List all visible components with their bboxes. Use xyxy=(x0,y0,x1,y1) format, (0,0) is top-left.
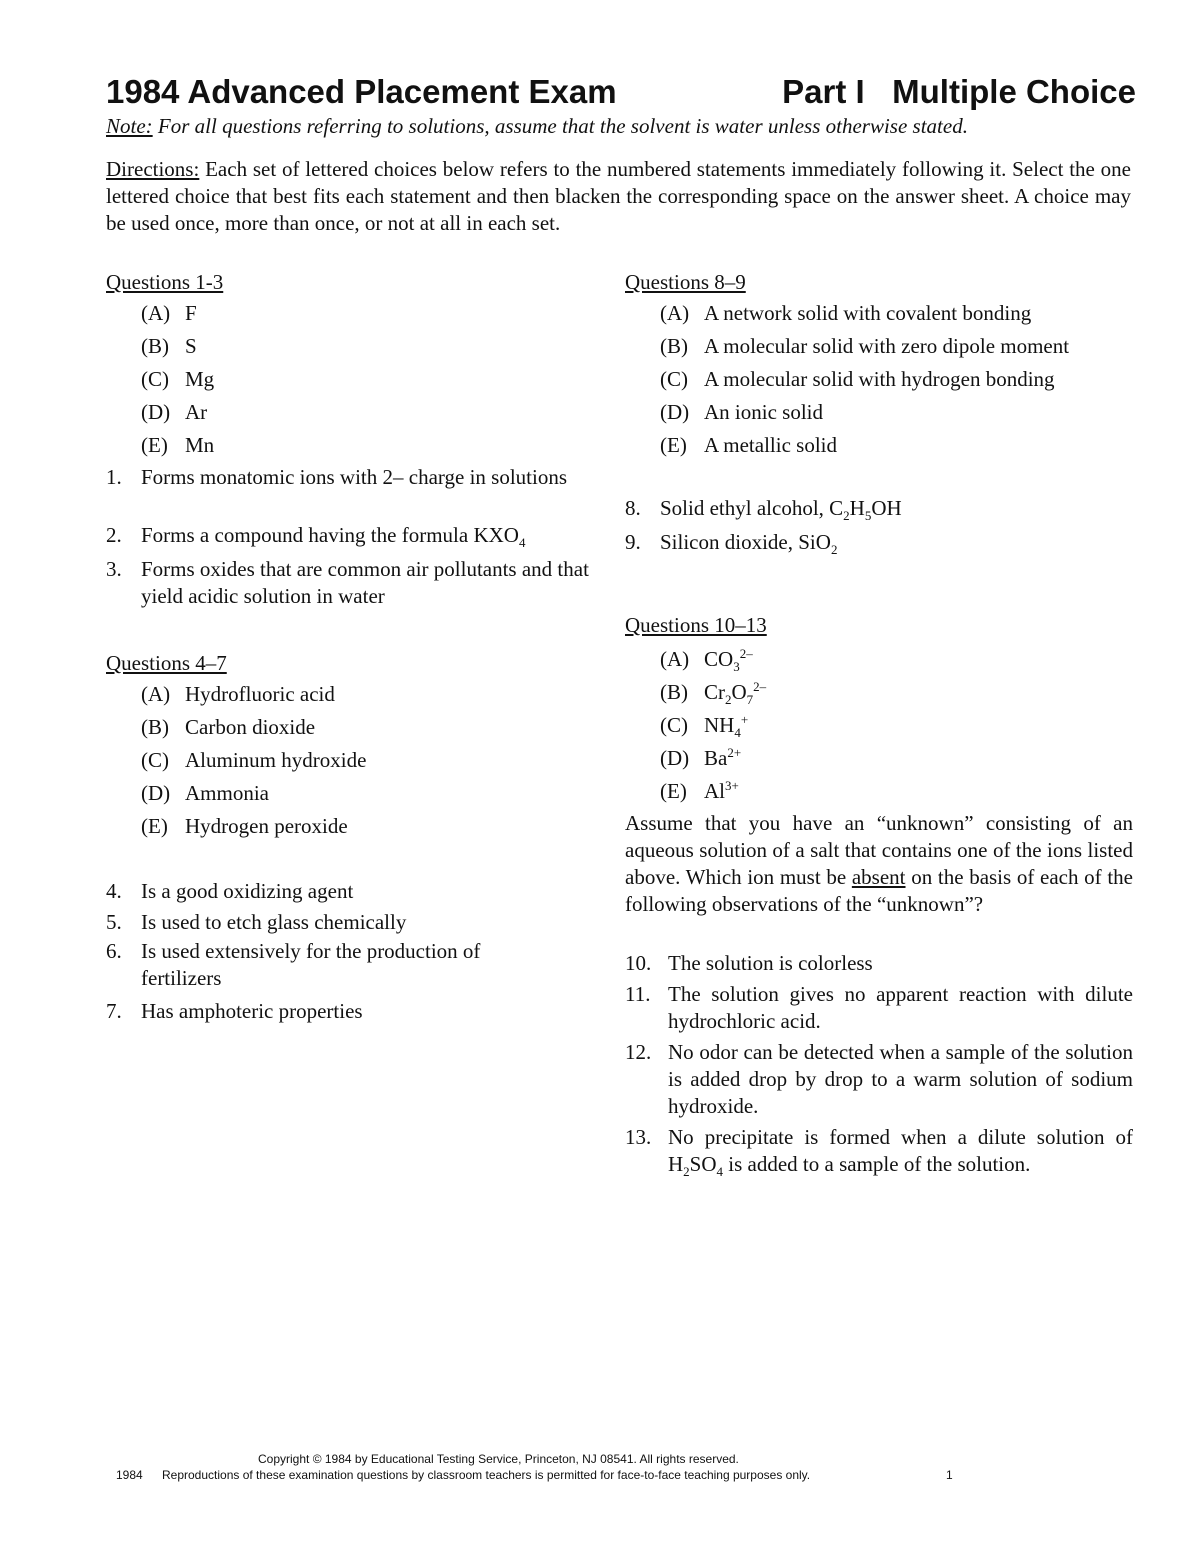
question-number: 2. xyxy=(106,523,122,547)
directions-text: Each set of lettered choices below refers to the numbered statements immediately following it. Select the one lettered choice that best fits each statement and then blacken the corresponding space on the answer sheet. A choice may be used once, more than once, or not at all in each set. xyxy=(106,157,1131,235)
question-text xyxy=(660,495,1133,522)
question-text: Is used to etch glass chemically xyxy=(141,910,407,934)
choice-letter: (B) xyxy=(141,334,169,358)
formula-part: H xyxy=(849,496,865,520)
choice-letter: (A) xyxy=(660,647,690,671)
ion-formula: O xyxy=(731,680,747,704)
question-text: Is a good oxidizing agent xyxy=(141,879,354,903)
question-text: Has amphoteric properties xyxy=(141,999,363,1023)
choice-letter: (B) xyxy=(141,715,169,739)
ion-formula: Ba xyxy=(704,746,728,770)
choice xyxy=(141,399,207,425)
choice-text: S xyxy=(185,334,197,358)
choice-letter: (C) xyxy=(141,748,169,772)
choice xyxy=(141,366,214,392)
question-text: Forms oxides that are common air pollutants and that yield acidic solution in water xyxy=(141,557,589,608)
superscript: 2– xyxy=(739,646,753,661)
question-text xyxy=(660,529,1133,556)
choice-letter: (E) xyxy=(141,814,168,838)
intro-text: Assume that you have an “unknown” consisting of an aqueous solution of a salt that contains one of the ions listed above. Which ion must be xyxy=(625,811,1133,889)
ion-formula: NH xyxy=(704,713,735,737)
question-text xyxy=(668,1124,1133,1178)
question-item xyxy=(625,495,1133,522)
superscript: + xyxy=(740,712,749,727)
directions-label: Directions: xyxy=(106,157,200,181)
choice-letter: (C) xyxy=(660,367,688,391)
choice xyxy=(660,366,1055,392)
choice xyxy=(660,745,741,771)
question-item xyxy=(625,1039,1133,1120)
choice-text: F xyxy=(185,301,197,325)
choice-text: Mn xyxy=(185,433,215,457)
choice-text: A network solid with covalent bonding xyxy=(704,301,1032,325)
set-heading: Questions 10–13 xyxy=(625,613,767,637)
choice-letter: (D) xyxy=(660,746,690,770)
choice-letter: (E) xyxy=(141,433,168,457)
question-item xyxy=(106,909,614,936)
question-item xyxy=(625,529,1133,556)
question-item xyxy=(625,950,1133,977)
subscript: 2 xyxy=(725,692,732,708)
choice-text: Ar xyxy=(185,400,208,424)
question-item xyxy=(106,464,614,491)
choice xyxy=(141,681,335,707)
question-number: 3. xyxy=(106,557,122,581)
choice xyxy=(141,300,197,326)
superscript: 3+ xyxy=(725,778,739,793)
question-text: The solution gives no apparent reaction with dilute hydrochloric acid. xyxy=(668,982,1133,1033)
title-row xyxy=(106,72,1136,112)
choice xyxy=(141,813,348,839)
section-title: Part I Multiple Choice xyxy=(782,73,1136,110)
choice-letter: (B) xyxy=(660,334,688,358)
choice-letter: (C) xyxy=(141,367,169,391)
choice-letter: (E) xyxy=(660,433,687,457)
superscript: 2+ xyxy=(727,745,742,760)
subscript: 5 xyxy=(864,508,872,524)
choice-text: Hydrogen peroxide xyxy=(185,814,348,838)
question-number: 4. xyxy=(106,879,122,903)
subscript: 3 xyxy=(733,659,740,675)
ion-formula: Al xyxy=(704,779,725,803)
question-item xyxy=(106,998,614,1025)
question-number: 11. xyxy=(625,982,651,1006)
note xyxy=(106,113,1136,139)
question-number: 6. xyxy=(106,939,122,963)
choice xyxy=(141,747,366,773)
intro-text: on the basis of each of the following observations of the “unknown”? xyxy=(625,865,1133,916)
question-number: 10. xyxy=(625,951,652,975)
choice-letter: (C) xyxy=(660,713,688,737)
question-number: 5. xyxy=(106,910,122,934)
question-number: 8. xyxy=(625,496,641,520)
question-number: 12. xyxy=(625,1040,652,1064)
question-number: 7. xyxy=(106,999,122,1023)
question-number: 9. xyxy=(625,530,641,554)
choice xyxy=(141,714,315,740)
choice xyxy=(660,300,1031,326)
subscript: 2 xyxy=(830,542,838,558)
question-item xyxy=(625,1124,1133,1178)
exam-title: 1984 Advanced Placement Exam xyxy=(106,73,617,110)
footer-copyright: Copyright © 1984 by Educational Testing Service, Princeton, NJ 08541. All rights reserved. xyxy=(258,1452,739,1466)
choice-text: A molecular solid with hydrogen bonding xyxy=(704,367,1055,391)
subscript: 2 xyxy=(683,1164,690,1180)
footer-reproduction: Reproductions of these examination questions by classroom teachers is permitted for face-to-face teaching purposes only. xyxy=(162,1468,811,1482)
choice-text: Aluminum hydroxide xyxy=(185,748,367,772)
question-text: No odor can be detected when a sample of the solution is added drop by drop to a warm solution of sodium hydroxide. xyxy=(668,1040,1133,1118)
choice xyxy=(660,646,753,675)
question-item xyxy=(106,522,614,549)
question-text: Forms monatomic ions with 2– charge in solutions xyxy=(141,465,568,489)
formula-part: Solid ethyl alcohol, C xyxy=(660,496,844,520)
question-text: Is used extensively for the production of fertilizers xyxy=(141,939,481,990)
choice xyxy=(660,399,823,425)
question-item xyxy=(106,938,546,992)
choice-letter: (B) xyxy=(660,680,688,704)
choice-text: A molecular solid with zero dipole moment xyxy=(704,334,1070,358)
choice-text: Carbon dioxide xyxy=(185,715,316,739)
choice-text: An ionic solid xyxy=(704,400,823,424)
subscript: 4 xyxy=(716,1164,724,1180)
choice-text: Hydrofluoric acid xyxy=(185,682,335,706)
formula-part: No precipitate is formed when a dilute solution of H xyxy=(668,1125,1133,1176)
choice-letter: (A) xyxy=(660,301,690,325)
choice xyxy=(660,432,837,458)
choice-letter: (D) xyxy=(660,400,690,424)
choice xyxy=(141,432,214,458)
formula-part: SO xyxy=(689,1152,717,1176)
question-number: 13. xyxy=(625,1125,652,1149)
choice-letter: (A) xyxy=(141,682,171,706)
choice-letter: (D) xyxy=(141,781,171,805)
choice-text: A metallic solid xyxy=(704,433,837,457)
choice xyxy=(660,778,739,804)
choice xyxy=(660,679,767,708)
subscript: 2 xyxy=(843,508,850,524)
ion-formula: CO xyxy=(704,647,734,671)
set-heading: Questions 1-3 xyxy=(106,270,224,294)
question-text-main: Forms a compound having the formula KXO xyxy=(141,523,519,547)
question-number: 1. xyxy=(106,465,122,489)
choice xyxy=(660,712,749,741)
formula-part: is added to a sample of the solution. xyxy=(723,1152,1031,1176)
choice-letter: (E) xyxy=(660,779,687,803)
question-text xyxy=(141,522,614,549)
page-number: 1 xyxy=(946,1468,953,1482)
formula-part: Silicon dioxide, SiO xyxy=(660,530,831,554)
subscript: 7 xyxy=(746,692,754,708)
directions xyxy=(106,156,1131,237)
choice xyxy=(660,333,1069,359)
choice-letter: (A) xyxy=(141,301,171,325)
set-intro xyxy=(625,810,1133,918)
question-item xyxy=(625,981,1133,1035)
ion-formula: Cr xyxy=(704,680,725,704)
formula-part: OH xyxy=(871,496,902,520)
intro-emphasis: absent xyxy=(851,865,906,889)
question-item xyxy=(106,556,614,610)
choice xyxy=(141,333,197,359)
set-heading: Questions 4–7 xyxy=(106,651,227,675)
choice-text: Ammonia xyxy=(185,781,269,805)
set-heading: Questions 8–9 xyxy=(625,270,746,294)
question-item xyxy=(106,878,614,905)
choice-text: Mg xyxy=(185,367,215,391)
subscript: 4 xyxy=(734,725,741,741)
footer-year: 1984 xyxy=(116,1468,143,1482)
subscript: 4 xyxy=(518,535,526,551)
choice xyxy=(141,780,269,806)
note-text: For all questions referring to solutions, assume that the solvent is water unless otherwise stated. xyxy=(152,114,968,138)
question-text: The solution is colorless xyxy=(668,951,873,975)
note-label: Note: xyxy=(106,114,153,138)
superscript: 2– xyxy=(753,679,767,694)
choice-letter: (D) xyxy=(141,400,171,424)
